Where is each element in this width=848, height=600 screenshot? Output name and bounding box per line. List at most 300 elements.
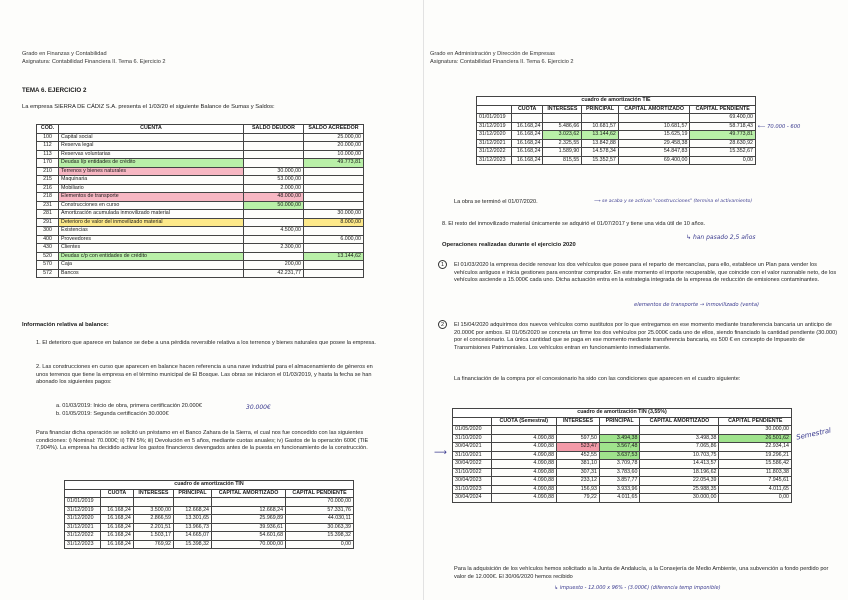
tie-cell <box>511 114 543 123</box>
tin-cell: 70.000,00 <box>286 498 354 507</box>
tin2-header-cell: CUOTA (Semestral) <box>491 417 557 426</box>
info-item-1 <box>36 340 376 348</box>
balance-row <box>37 159 364 168</box>
balance-cuenta-cell: Caja <box>59 261 244 270</box>
balance-acreedor-cell <box>304 193 364 202</box>
tie-row <box>477 114 756 123</box>
tin-cell: 16.168,24 <box>101 506 134 515</box>
balance-deudor-cell: 53.000,00 <box>244 176 304 185</box>
tin2-cell: 30.000,00 <box>640 494 719 503</box>
handwritten-obra-note: 30.000€ <box>246 404 271 411</box>
sub-item-a: a. 01/03/2019: Inicio de obra, primera certificación 20.000€ <box>56 403 202 409</box>
tie-cell: 3.023,62 <box>543 131 582 140</box>
balance-header-row <box>37 125 364 134</box>
tie-row <box>477 156 756 165</box>
balance-row <box>37 235 364 244</box>
tin-cell: 16.168,24 <box>101 523 134 532</box>
tin-cell: 1.503,17 <box>133 532 173 541</box>
tin2-cell: 31/10/2021 <box>453 451 492 460</box>
balance-deudor-cell: 4.500,00 <box>244 227 304 236</box>
balance-acreedor-cell <box>304 244 364 253</box>
tin2-cell: 14.413,57 <box>640 460 719 469</box>
balance-cod-cell: 231 <box>37 201 59 210</box>
tin-cell: 3.500,00 <box>133 506 173 515</box>
tin-cell: 31/12/2021 <box>65 523 101 532</box>
balance-acreedor-cell <box>304 176 364 185</box>
tin2-cell: 22.054,39 <box>640 477 719 486</box>
tin2-cell: 31/10/2022 <box>453 468 492 477</box>
balance-row <box>37 227 364 236</box>
tin-header-cell: PRINCIPAL <box>174 489 212 498</box>
item-8 <box>442 221 826 229</box>
obra-end-text: La obra se terminó el 01/07/2020. <box>454 199 538 205</box>
tin-cell: 0,00 <box>286 540 354 549</box>
balance-cuenta-cell: Construcciones en curso <box>59 201 244 210</box>
handwritten-years: ↳ han pasado 2,5 años <box>686 234 756 241</box>
tie-cell <box>543 114 582 123</box>
tin2-cell <box>491 426 557 435</box>
tie-cell: 815,55 <box>543 156 582 165</box>
tin2-row <box>453 451 792 460</box>
balance-cod-cell: 112 <box>37 142 59 151</box>
balance-cod-cell: 100 <box>37 133 59 142</box>
tin-row <box>65 498 354 507</box>
tin-table <box>64 480 354 549</box>
tin2-title-row <box>453 409 792 418</box>
balance-col-acreedor: SALDO ACREEDOR <box>304 125 364 134</box>
balance-acreedor-cell <box>304 227 364 236</box>
tin2-cell: 10.703,75 <box>640 451 719 460</box>
balance-deudor-cell: 2.000,00 <box>244 184 304 193</box>
tie-cell: 10.681,57 <box>582 122 619 131</box>
tie-header-cell: CUOTA <box>511 105 543 114</box>
handwritten-bracket: ⟶ <box>434 448 447 458</box>
tin2-cell: 26.501,62 <box>719 434 792 443</box>
tin2-cell: 18.196,62 <box>640 468 719 477</box>
balance-cuenta-cell: Reservas voluntarias <box>59 150 244 159</box>
tie-header-row <box>477 105 756 114</box>
tin-cell: 14.665,07 <box>174 532 212 541</box>
balance-row <box>37 218 364 227</box>
tie-cell <box>618 114 690 123</box>
balance-cuenta-cell: Deterioro de valor del inmovilizado material <box>59 218 244 227</box>
tin2-cell: 452,55 <box>557 451 600 460</box>
tie-cell: 31/12/2022 <box>477 148 512 157</box>
tin2-cell: 3.567,48 <box>599 443 640 452</box>
tin2-cell: 30/04/2023 <box>453 477 492 486</box>
tin-header-cell <box>65 489 101 498</box>
tie-body <box>477 114 756 165</box>
balance-acreedor-cell: 10.000,00 <box>304 150 364 159</box>
tin2-row <box>453 494 792 503</box>
tie-row <box>477 131 756 140</box>
handwritten-op1: elementos de transporte → inmovilizado (venta) <box>634 302 760 308</box>
handwritten-obra-end: ⟶ se acaba y se activan "construcciones" (termina el activamiento) <box>594 199 753 204</box>
tin-cell: 57.331,76 <box>286 506 354 515</box>
balance-intro: La empresa SIERRA DE CÁDIZ S.A. presenta el 1/03/20 el siguiente Balance de Sumas y Saldos: <box>22 104 275 110</box>
tie-cell: 69.400,00 <box>690 114 756 123</box>
balance-row <box>37 150 364 159</box>
tin2-cell <box>599 426 640 435</box>
tin-cell: 70.000,00 <box>211 540 285 549</box>
tin2-cell: 31/10/2023 <box>453 485 492 494</box>
balance-row <box>37 184 364 193</box>
balance-cod-cell: 572 <box>37 269 59 278</box>
tie-cell: 16.168,24 <box>511 131 543 140</box>
tin2-cell: 4.090,88 <box>491 468 557 477</box>
tin-cell: 16.168,24 <box>101 515 134 524</box>
tin-header-cell: CAPITAL PENDIENTE <box>286 489 354 498</box>
tin2-cell: 30/04/2022 <box>453 460 492 469</box>
tie-table <box>476 96 756 165</box>
balance-acreedor-cell <box>304 261 364 270</box>
tie-cell: 0,00 <box>690 156 756 165</box>
left-header-line2: Asignatura: Contabilidad Financiera II. Tema 6. Ejercicio 2 <box>22 59 166 65</box>
balance-deudor-cell <box>244 159 304 168</box>
tin-body <box>65 498 354 549</box>
tin2-row <box>453 477 792 486</box>
tin2-header-cell <box>453 417 492 426</box>
balance-acreedor-cell: 49.773,81 <box>304 159 364 168</box>
right-header <box>430 50 574 66</box>
tin2-cell: 3.637,53 <box>599 451 640 460</box>
tie-cell: 10.681,57 <box>618 122 690 131</box>
info-item-2-text: Las construcciones en curso que aparecen en balance hacen referencia a una nave industrial para el almacenamiento de géneros en unos terrenos que tiene la empresa en el término municipal de El Bosque. Las obras se iniciaron el 01/03/2019, y hasta la fecha se han abonado los siguientes pagos: <box>36 364 373 386</box>
balance-deudor-cell <box>244 133 304 142</box>
balance-cuenta-cell: Maquinaria <box>59 176 244 185</box>
tie-cell: 31/12/2019 <box>477 122 512 131</box>
balance-row <box>37 244 364 253</box>
info-item-2 <box>36 364 376 387</box>
tin-cell: 15.398,32 <box>174 540 212 549</box>
tin2-cell: 01/05/2020 <box>453 426 492 435</box>
tin-header-cell: INTERESES <box>133 489 173 498</box>
tin-header-cell: CAPITAL AMORTIZADO <box>211 489 285 498</box>
tin2-cell: 0,00 <box>719 494 792 503</box>
tin-row <box>65 523 354 532</box>
balance-cuenta-cell: Clientes <box>59 244 244 253</box>
balance-cod-cell: 170 <box>37 159 59 168</box>
balance-deudor-cell <box>244 142 304 151</box>
tie-table-title: cuadro de amortización TIE <box>477 97 756 106</box>
tin2-cell: 19.296,21 <box>719 451 792 460</box>
tie-row <box>477 122 756 131</box>
operation-2-tail: La financiación de la compra por el concesionario ha sido con las condiciones que aparecen en el cuadro siguiente: <box>454 376 741 382</box>
handwritten-obra-end-text: se acaba y se activan "construcciones" (termina el activamiento) <box>602 199 753 204</box>
tin-table-title: cuadro de amortización TIN <box>65 481 354 490</box>
tie-cell: 2.325,55 <box>543 139 582 148</box>
balance-deudor-cell: 200,00 <box>244 261 304 270</box>
tie-header-cell: PRINCIPAL <box>582 105 619 114</box>
tin-title-row <box>65 481 354 490</box>
tin-cell: 12.668,24 <box>211 506 285 515</box>
operation-2: El 15/04/2020 adquirimos dos nuevos vehículos como sustitutos por lo que entregamos en ese momento mediante transferencia bancaria un anticipo de 20.000€ por ambos. El 01/05/2020 se concreta un firme los dos vehículos por 25.000€ cada uno de ellos, siendo financiado la cantidad pendiente (30.000) por el concesionario. La única cantidad que se paga en ese momento mediante transferencia bancaria, es 500 € en concepto de Impuesto de Transmisiones Patrimoniales. Los vehículos entran en funcionamiento inmediatamente. <box>454 322 838 351</box>
tin2-row <box>453 426 792 435</box>
tin-cell: 12.668,24 <box>174 506 212 515</box>
tin-cell <box>174 498 212 507</box>
balance-cuenta-cell: Elementos de transporte <box>59 193 244 202</box>
tie-cell: 31/12/2020 <box>477 131 512 140</box>
balance-row <box>37 176 364 185</box>
sub-item-b: b. 01/05/2019: Segunda certificación 30.000€ <box>56 411 169 417</box>
tie-cell: 01/01/2019 <box>477 114 512 123</box>
tin-row <box>65 515 354 524</box>
balance-cuenta-cell: Mobiliario <box>59 184 244 193</box>
balance-acreedor-cell <box>304 167 364 176</box>
tin2-cell: 30.000,00 <box>719 426 792 435</box>
tin-cell: 31/12/2022 <box>65 532 101 541</box>
tie-cell: 28.630,92 <box>690 139 756 148</box>
tie-cell: 54.847,83 <box>618 148 690 157</box>
balance-acreedor-cell <box>304 184 364 193</box>
item-8-number: 8. <box>442 221 449 227</box>
balance-cuenta-cell: Deudas l/p entidades de crédito <box>59 159 244 168</box>
balance-cuenta-cell: Capital social <box>59 133 244 142</box>
tin-cell: 15.398,32 <box>286 532 354 541</box>
balance-col-cod: COD. <box>37 125 59 134</box>
tin2-row <box>453 485 792 494</box>
tin2-body <box>453 426 792 503</box>
tin-cell: 769,92 <box>133 540 173 549</box>
balance-cuenta-cell: Terrenos y bienes naturales <box>59 167 244 176</box>
tin2-cell: 30/04/2021 <box>453 443 492 452</box>
tie-header-cell: CAPITAL PENDIENTE <box>690 105 756 114</box>
balance-row <box>37 210 364 219</box>
tie-cell: 15.625,19 <box>618 131 690 140</box>
tin2-cell: 381,10 <box>557 460 600 469</box>
right-header-line2: Asignatura: Contabilidad Financiera II. Tema 6. Ejercicio 2 <box>430 59 574 65</box>
balance-acreedor-cell: 13.144,62 <box>304 252 364 261</box>
info-item-1-text: El deterioro que aparece en balance se debe a una pérdida reversible relativa a los terrenos y bienes naturales que posee la empresa. <box>42 340 376 346</box>
tin2-cell: 7.065,86 <box>640 443 719 452</box>
tie-header-cell: CAPITAL AMORTIZADO <box>618 105 690 114</box>
tin-cell: 31/12/2020 <box>65 515 101 524</box>
subsidy-paragraph: Para la adquisición de los vehículos hemos solicitado a la Junta de Andalucía, a la Consejería de Medio Ambiente, una subvención a fondo perdido por valor de 12.000€. El 30/06/2020 hemos recibido <box>454 566 829 580</box>
balance-cuenta-cell: Existencias <box>59 227 244 236</box>
tin-cell: 39.936,61 <box>211 523 285 532</box>
tin2-row <box>453 468 792 477</box>
tie-cell: 49.773,81 <box>690 131 756 140</box>
tin-cell: 13.301,65 <box>174 515 212 524</box>
balance-acreedor-cell: 8.000,00 <box>304 218 364 227</box>
tin-cell <box>133 498 173 507</box>
balance-deudor-cell: 42.231,77 <box>244 269 304 278</box>
balance-acreedor-cell: 20.000,00 <box>304 142 364 151</box>
tie-cell: 69.400,00 <box>618 156 690 165</box>
tin2-cell: 3.857,77 <box>599 477 640 486</box>
balance-col-deudor: SALDO DEUDOR <box>244 125 304 134</box>
tie-cell: 5.486,66 <box>543 122 582 131</box>
exercise-title: TEMA 6. EJERCICIO 2 <box>22 87 87 94</box>
tin2-cell: 4.090,88 <box>491 451 557 460</box>
tin-row <box>65 532 354 541</box>
tie-cell: 1.589,90 <box>543 148 582 157</box>
balance-row <box>37 193 364 202</box>
balance-cuenta-cell: Amortización acumulada inmovilizado material <box>59 210 244 219</box>
tin2-cell: 31/10/2020 <box>453 434 492 443</box>
balance-cod-cell: 291 <box>37 218 59 227</box>
tie-cell: 13.842,88 <box>582 139 619 148</box>
tin2-cell: 597,50 <box>557 434 600 443</box>
balance-cod-cell: 210 <box>37 167 59 176</box>
tin2-cell: 307,31 <box>557 468 600 477</box>
tin2-row <box>453 460 792 469</box>
op2-number: 2 <box>438 320 447 329</box>
balance-cod-cell: 400 <box>37 235 59 244</box>
tin2-cell: 11.803,38 <box>719 468 792 477</box>
tie-header-cell: INTERESES <box>543 105 582 114</box>
tin-header-cell: CUOTA <box>101 489 134 498</box>
balance-acreedor-cell: 30.000,00 <box>304 210 364 219</box>
tin2-cell: 25.988,35 <box>640 485 719 494</box>
tin2-cell: 156,93 <box>557 485 600 494</box>
balance-cod-cell: 520 <box>37 252 59 261</box>
handwritten-bottom-text: impuesto - 12.000 x 96% - (3.000€) (diferencia temp imponible) <box>559 585 721 591</box>
tin2-row <box>453 434 792 443</box>
balance-cod-cell: 113 <box>37 150 59 159</box>
balance-row <box>37 167 364 176</box>
balance-deudor-cell <box>244 218 304 227</box>
tie-cell: 16.168,24 <box>511 148 543 157</box>
handwritten-semestral: Semestral <box>795 426 832 442</box>
tin2-cell: 3.933,96 <box>599 485 640 494</box>
tin2-header-cell: INTERESES <box>557 417 600 426</box>
tin-cell: 31/12/2023 <box>65 540 101 549</box>
tin-row <box>65 540 354 549</box>
info-title: Información relativa al balance: <box>22 322 109 328</box>
left-header-line1: Grado en Finanzas y Contabilidad <box>22 51 107 57</box>
balance-cod-cell: 300 <box>37 227 59 236</box>
balance-cuenta-cell: Deudas c/p con entidades de crédito <box>59 252 244 261</box>
tin-cell: 31/12/2019 <box>65 506 101 515</box>
operation-1: El 01/03/2020 la empresa decide renovar los dos vehículos que posee para el reparto de mercancías, para ello, establece un Plan para vender los vehículos antiguos e inicia gestiones para encontrar comprador. En este momento el importe recuperable, que coincide con el valor razonable neto, de los vehículos asciende a 15.000€ cada uno. Dicha actuación entra en la estrategia integrada de la empresa de reducción de emisiones contaminantes. <box>454 262 837 284</box>
balance-deudor-cell: 30.000,00 <box>244 167 304 176</box>
tin2-cell: 523,47 <box>557 443 600 452</box>
tin2-header-cell: CAPITAL PENDIENTE <box>719 417 792 426</box>
tin2-cell: 3.498,38 <box>640 434 719 443</box>
tie-row <box>477 148 756 157</box>
right-header-line1: Grado en Administración y Dirección de Empresas <box>430 51 555 57</box>
balance-cod-cell: 570 <box>37 261 59 270</box>
balance-acreedor-cell: 6.000,00 <box>304 235 364 244</box>
tin-cell: 13.966,73 <box>174 523 212 532</box>
tin-cell: 25.969,89 <box>211 515 285 524</box>
tie-cell: 16.168,24 <box>511 139 543 148</box>
tin2-cell: 3.709,78 <box>599 460 640 469</box>
balance-row <box>37 201 364 210</box>
tin-cell: 2.866,59 <box>133 515 173 524</box>
balance-row <box>37 142 364 151</box>
tin-cell: 01/01/2019 <box>65 498 101 507</box>
tin2-cell: 4.090,88 <box>491 485 557 494</box>
balance-row <box>37 252 364 261</box>
tie-cell: 13.144,62 <box>582 131 619 140</box>
tin-cell: 54.601,68 <box>211 532 285 541</box>
tin-cell: 16.168,24 <box>101 532 134 541</box>
tin-row <box>65 506 354 515</box>
tie-cell: 29.458,38 <box>618 139 690 148</box>
tie-cell: 16.168,24 <box>511 156 543 165</box>
tin2-cell: 79,22 <box>557 494 600 503</box>
tin2-header-row <box>453 417 792 426</box>
balance-acreedor-cell <box>304 269 364 278</box>
tin2-cell: 3.783,60 <box>599 468 640 477</box>
tin-cell: 2.201,51 <box>133 523 173 532</box>
tin2-cell: 3.494,38 <box>599 434 640 443</box>
tie-title-row <box>477 97 756 106</box>
tin2-header-cell: CAPITAL AMORTIZADO <box>640 417 719 426</box>
balance-deudor-cell: 50.000,00 <box>244 201 304 210</box>
tin2-cell: 4.011,65 <box>719 485 792 494</box>
tin2-cell: 7.945,61 <box>719 477 792 486</box>
balance-cod-cell: 215 <box>37 176 59 185</box>
tie-cell: 31/12/2023 <box>477 156 512 165</box>
tin2-row <box>453 443 792 452</box>
balance-deudor-cell: 48.000,00 <box>244 193 304 202</box>
balance-cod-cell: 216 <box>37 184 59 193</box>
tin2-cell: 4.090,88 <box>491 477 557 486</box>
tin-cell <box>101 498 134 507</box>
left-header <box>22 50 166 66</box>
handwritten-bottom: ↳ impuesto - 12.000 x 96% - (3.000€) (diferencia temp imponible) <box>554 585 721 591</box>
tie-cell <box>582 114 619 123</box>
balance-deudor-cell <box>244 235 304 244</box>
balance-table <box>36 124 364 278</box>
tin-cell: 30.063,39 <box>286 523 354 532</box>
tin2-cell: 4.090,88 <box>491 494 557 503</box>
balance-row <box>37 269 364 278</box>
tin2-table <box>452 408 792 503</box>
balance-acreedor-cell: 25.000,00 <box>304 133 364 142</box>
right-page <box>424 0 848 600</box>
tin2-cell: 30/04/2024 <box>453 494 492 503</box>
handwritten-years-text: han pasado 2,5 años <box>692 234 756 241</box>
tin2-cell: 4.090,88 <box>491 460 557 469</box>
tie-cell: 58.718,43 <box>690 122 756 131</box>
tie-cell: 14.578,34 <box>582 148 619 157</box>
balance-cod-cell: 430 <box>37 244 59 253</box>
tin2-header-cell: PRINCIPAL <box>599 417 640 426</box>
tin2-cell: 15.586,42 <box>719 460 792 469</box>
op1-number: 1 <box>438 260 447 269</box>
info-item-1-number: 1. <box>36 340 43 346</box>
tin2-cell <box>640 426 719 435</box>
tin2-cell: 4.090,88 <box>491 443 557 452</box>
balance-row <box>37 261 364 270</box>
tin-cell: 16.168,24 <box>101 540 134 549</box>
balance-cuenta-cell: Bancos <box>59 269 244 278</box>
tie-cell: 15.352,57 <box>582 156 619 165</box>
tin-header-row <box>65 489 354 498</box>
balance-body <box>37 133 364 278</box>
tin2-cell: 22.934,14 <box>719 443 792 452</box>
balance-cod-cell: 218 <box>37 193 59 202</box>
tie-cell: 16.168,24 <box>511 122 543 131</box>
sub-item-a-text: 01/03/2019: Inicio de obra, primera certificación 20.000€ <box>62 403 202 409</box>
tie-header-cell <box>477 105 512 114</box>
tin2-cell: 4.011,65 <box>599 494 640 503</box>
balance-col-cuenta: CUENTA <box>59 125 244 134</box>
tin2-cell <box>557 426 600 435</box>
tin-cell: 44.030,11 <box>286 515 354 524</box>
tin-cell <box>211 498 285 507</box>
balance-cuenta-cell: Reserva legal <box>59 142 244 151</box>
balance-deudor-cell <box>244 210 304 219</box>
handwritten-tie-note-text: 70.000 - 600 <box>767 124 801 130</box>
tin2-cell: 4.090,88 <box>491 434 557 443</box>
handwritten-tie-note: ⟵ 70.000 - 600 <box>758 124 801 130</box>
tin2-table-title: cuadro de amortización TIN (3,55%) <box>453 409 792 418</box>
